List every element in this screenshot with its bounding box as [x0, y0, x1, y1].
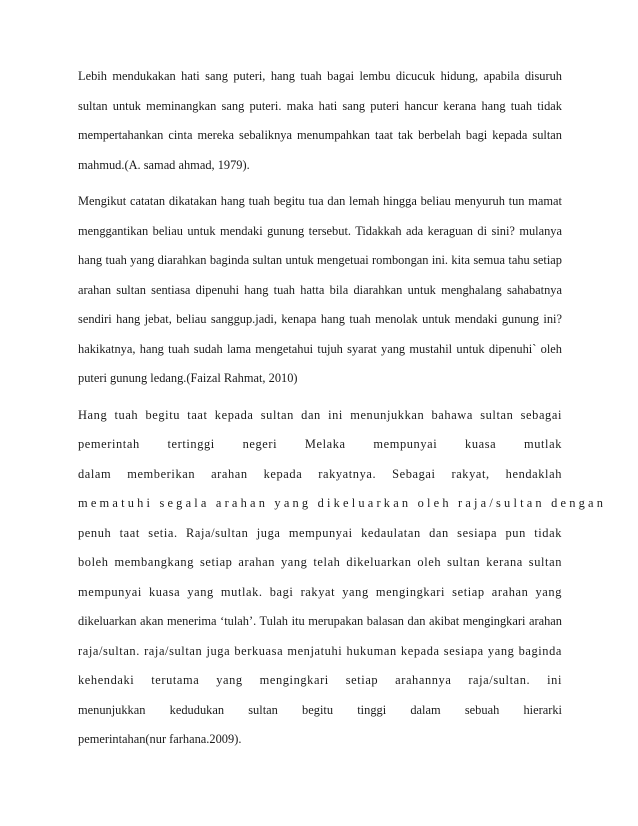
text-line: sendiri hang jebat, beliau sanggup.jadi, kenapa hang tuah menolak untuk mendaki gunung ini?	[78, 312, 562, 326]
text-line: menggantikan beliau untuk mendaki gunung tersebut. Tidakkah ada keraguan di sini? mulanya	[78, 223, 562, 238]
document-page	[78, 62, 607, 755]
text-line: pemerintahan(nur farhana.2009).	[78, 732, 242, 746]
text-line: menunjukkan kedudukan sultan begitu tinggi dalam sebuah hierarki	[78, 702, 562, 717]
paragraph-2	[78, 187, 562, 394]
text-line: dikeluarkan akan menerima ‘tulah’. Tulah itu merupakan balasan dan akibat mengingkari arahan	[78, 614, 562, 628]
text-line: Lebih mendukakan hati sang puteri, hang tuah bagai lembu dicucuk hidung, apabila disuruh	[78, 69, 562, 83]
text-line: puteri gunung ledang.(Faizal Rahmat, 2010)	[78, 371, 298, 385]
text-line: mahmud.(A. samad ahmad, 1979).	[78, 157, 250, 172]
text-line: mempunyai kuasa yang mutlak. bagi rakyat yang mengingkari setiap arahan yang	[78, 584, 562, 599]
text-line: sultan untuk meminangkan sang puteri. maka hati sang puteri hancur kerana hang tuah tidak	[78, 98, 562, 113]
paragraph-1	[78, 62, 562, 180]
text-line: pemerintah tertinggi negeri Melaka mempunyai kuasa mutlak	[78, 437, 562, 451]
text-line: hang tuah yang diarahkan baginda sultan untuk mengetuai rombongan ini. kita semua tahu setiap	[78, 253, 562, 267]
text-line: hakikatnya, hang tuah sudah lama mengetahui tujuh syarat yang mustahil untuk dipenuhi` oleh	[78, 341, 562, 356]
text-line: arahan sultan sentiasa dipenuhi hang tuah hatta bila diarahkan untuk menghalang sahabatnya	[78, 282, 562, 297]
text-line: dalam memberikan arahan kepada rakyatnya. Sebagai rakyat, hendaklah	[78, 466, 562, 481]
text-line: raja/sultan. raja/sultan juga berkuasa menjatuhi hukuman kepada sesiapa yang baginda	[78, 643, 562, 658]
text-line: penuh taat setia. Raja/sultan juga mempunyai kedaulatan dan sesiapa pun tidak	[78, 525, 562, 540]
text-line: Hang tuah begitu taat kepada sultan dan ini menunjukkan bahawa sultan sebagai	[78, 407, 562, 422]
paragraph-3	[78, 401, 607, 755]
text-line: mempertahankan cinta mereka sebaliknya menumpahkan taat tak berbelah bagi kepada sultan	[78, 128, 562, 142]
text-line: mematuhi segala arahan yang dikeluarkan oleh raja/sultan dengan	[78, 496, 607, 510]
text-line: boleh membangkang setiap arahan yang telah dikeluarkan oleh sultan kerana sultan	[78, 555, 562, 569]
text-line: Mengikut catatan dikatakan hang tuah begitu tua dan lemah hingga beliau menyuruh tun mamat	[78, 194, 562, 208]
text-line: kehendaki terutama yang mengingkari setiap arahannya raja/sultan. ini	[78, 673, 562, 687]
